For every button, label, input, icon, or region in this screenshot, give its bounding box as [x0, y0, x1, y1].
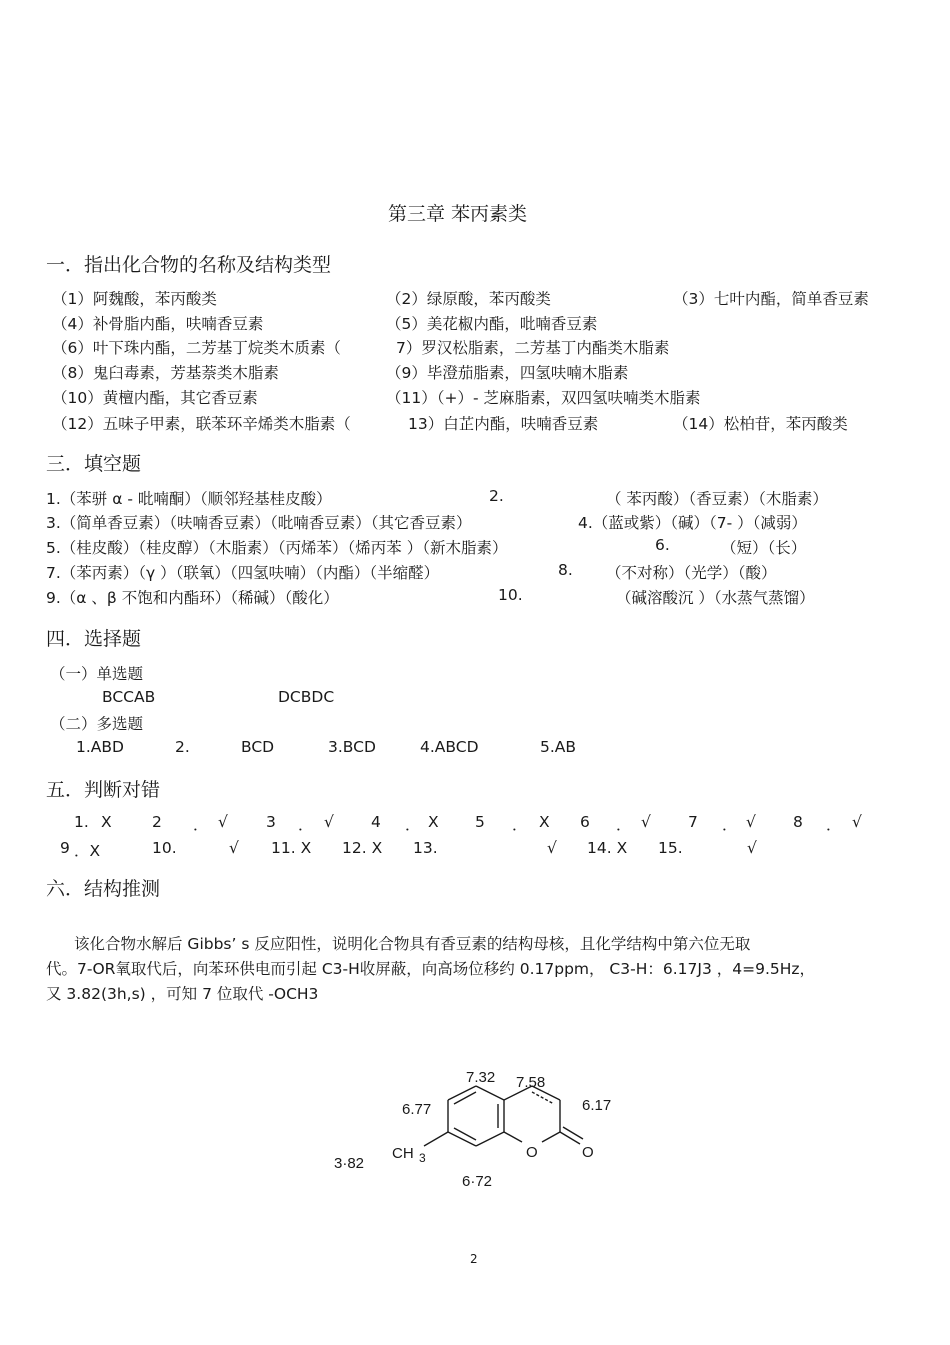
chapter-title: 第三章 苯丙素类 — [388, 203, 528, 225]
answer-item: （11）（+）- 芝麻脂素，双四氢呋喃类木脂素 — [386, 389, 701, 407]
fill-item: 1.（苯骈 α - 吡喃酮）（顺邻羟基桂皮酸） — [46, 490, 332, 508]
section-heading-6: 六．结构推测 — [46, 878, 161, 900]
single-choice-answers: DCBDC — [278, 688, 335, 706]
shift-label: 6.17 — [582, 1097, 612, 1114]
fill-item: （不对称）（光学）（酸） — [606, 564, 777, 582]
fill-item-number: 6. — [655, 536, 670, 554]
answer-item: （9）毕澄茄脂素，四氢呋喃木脂素 — [386, 364, 629, 382]
section-heading-3: 三．填空题 — [46, 453, 142, 475]
answer-item: （6）叶下珠内酯，二芳基丁烷类木质素（ — [52, 339, 341, 357]
tf-dot: ． — [193, 816, 209, 834]
shift-label: 6·72 — [462, 1173, 493, 1190]
tf-answer: 12. X — [342, 839, 383, 857]
multi-choice-answer: BCD — [241, 738, 275, 756]
tf-dot: ． — [722, 816, 738, 834]
multi-choice-label: （二）多选题 — [50, 715, 144, 733]
multi-choice-answer: 3.BCD — [328, 738, 376, 756]
answer-item: （14）松柏苷，苯丙酸类 — [673, 415, 848, 433]
answer-item: （5）美花椒内酯，吡喃香豆素 — [386, 315, 598, 333]
answer-item: （3）七叶内酯，简单香豆素 — [673, 290, 869, 308]
tf-answer: √ — [852, 813, 862, 831]
tf-answer: √ — [747, 839, 757, 857]
multi-choice-answer: 2. — [175, 738, 190, 756]
answer-item: （4）补骨脂内酯，呋喃香豆素 — [52, 315, 264, 333]
answer-item: （2）绿原酸，苯丙酸类 — [386, 290, 551, 308]
ring-oxygen-label: O — [526, 1144, 538, 1161]
tf-number: 6 — [580, 813, 590, 831]
answer-item: （8）鬼臼毒素，芳基萘类木脂素 — [52, 364, 279, 382]
methyl-label: CH — [392, 1145, 414, 1162]
fill-item-number: 2. — [489, 487, 504, 505]
tf-number: 15. — [658, 839, 683, 857]
tf-dot: ． — [512, 816, 528, 834]
tf-dot: ． — [298, 816, 314, 834]
page-number: 2 — [470, 1252, 478, 1266]
tf-answer: 14. X — [587, 839, 628, 857]
paragraph-line: 代。7-OR氧取代后，向苯环供电而引起 C3-H收屏蔽，向高场位移约 0.17ppm， C3-H：6.17J3 ，4=9.5Hz， — [46, 960, 816, 978]
tf-answer: √ — [229, 839, 239, 857]
paragraph-line: 该化合物水解后 Gibbs’ s 反应阳性，说明化合物具有香豆素的结构母核，且化学结构中第六位无取 — [74, 935, 751, 953]
fill-item: 9.（α 、β 不饱和内酯环）（稀碱）（酸化） — [46, 589, 339, 607]
tf-answer: √ — [746, 813, 756, 831]
tf-number: 3 — [266, 813, 276, 831]
single-choice-label: （一）单选题 — [50, 665, 144, 683]
fill-item-number: 10. — [498, 586, 523, 604]
shift-label: 7.58 — [516, 1074, 546, 1091]
fill-item: 4.（蓝或紫）（碱）（7- ）（减弱） — [578, 514, 807, 532]
tf-answer: X — [101, 813, 112, 831]
answer-item: （12）五味子甲素，联苯环辛烯类木脂素（ — [52, 415, 351, 433]
tf-number: 9 — [60, 839, 70, 857]
answer-item: 13）白芷内酯，呋喃香豆素 — [408, 415, 599, 433]
tf-number: 1. — [74, 813, 89, 831]
fill-item-number: 8. — [558, 561, 573, 579]
answer-item: （10）黄檀内酯，其它香豆素 — [52, 389, 258, 407]
tf-number: 4 — [371, 813, 381, 831]
tf-answer: X — [539, 813, 550, 831]
fill-item: （短）（长） — [721, 539, 807, 557]
fill-item: 7.（苯丙素）（γ ）（联氧）（四氢呋喃）（内酯）（半缩醛） — [46, 564, 440, 582]
answer-item: （1）阿魏酸，苯丙酸类 — [52, 290, 217, 308]
tf-answer: 11. X — [271, 839, 312, 857]
tf-answer: √ — [324, 813, 334, 831]
tf-number: 13. — [413, 839, 438, 857]
fill-item: 3.（简单香豆素）（呋喃香豆素）（吡喃香豆素）（其它香豆素） — [46, 514, 472, 532]
tf-answer: √ — [547, 839, 557, 857]
coumarin-structure — [320, 1060, 640, 1200]
tf-number: 10. — [152, 839, 177, 857]
fill-item: （碱溶酸沉 ）（水蒸气蒸馏） — [616, 589, 815, 607]
multi-choice-answer: 1.ABD — [76, 738, 124, 756]
paragraph-line: 又 3.82(3h,s) ，可知 7 位取代 -OCH3 — [46, 985, 319, 1003]
section-heading-5: 五．判断对错 — [46, 779, 161, 801]
multi-choice-answer: 4.ABCD — [420, 738, 479, 756]
tf-answer: ．X — [74, 842, 101, 860]
fill-item: （ 苯丙酸）（香豆素）（木脂素） — [606, 490, 828, 508]
fill-item: 5.（桂皮酸）（桂皮醇）（木脂素）（丙烯苯）（烯丙苯 ）（新木脂素） — [46, 539, 508, 557]
section-heading-4: 四．选择题 — [46, 628, 142, 650]
tf-dot: ． — [616, 816, 632, 834]
shift-label: 6.77 — [402, 1101, 432, 1118]
section-heading-1: 一．指出化合物的名称及结构类型 — [46, 254, 332, 276]
tf-number: 7 — [688, 813, 698, 831]
answer-item: 7）罗汉松脂素，二芳基丁内酯类木脂素 — [396, 339, 670, 357]
shift-label: 3·82 — [334, 1155, 365, 1172]
tf-dot: ． — [826, 816, 842, 834]
tf-number: 2 — [152, 813, 162, 831]
tf-dot: ． — [405, 816, 421, 834]
single-choice-answers: BCCAB — [102, 688, 156, 706]
tf-number: 5 — [475, 813, 485, 831]
carbonyl-oxygen-label: O — [582, 1144, 594, 1161]
tf-answer: X — [428, 813, 439, 831]
tf-number: 8 — [793, 813, 803, 831]
tf-answer: √ — [218, 813, 228, 831]
methyl-subscript: 3 — [419, 1151, 426, 1165]
shift-label: 7.32 — [466, 1069, 496, 1086]
tf-answer: √ — [641, 813, 651, 831]
multi-choice-answer: 5.AB — [540, 738, 577, 756]
structure-bonds — [424, 1086, 583, 1146]
